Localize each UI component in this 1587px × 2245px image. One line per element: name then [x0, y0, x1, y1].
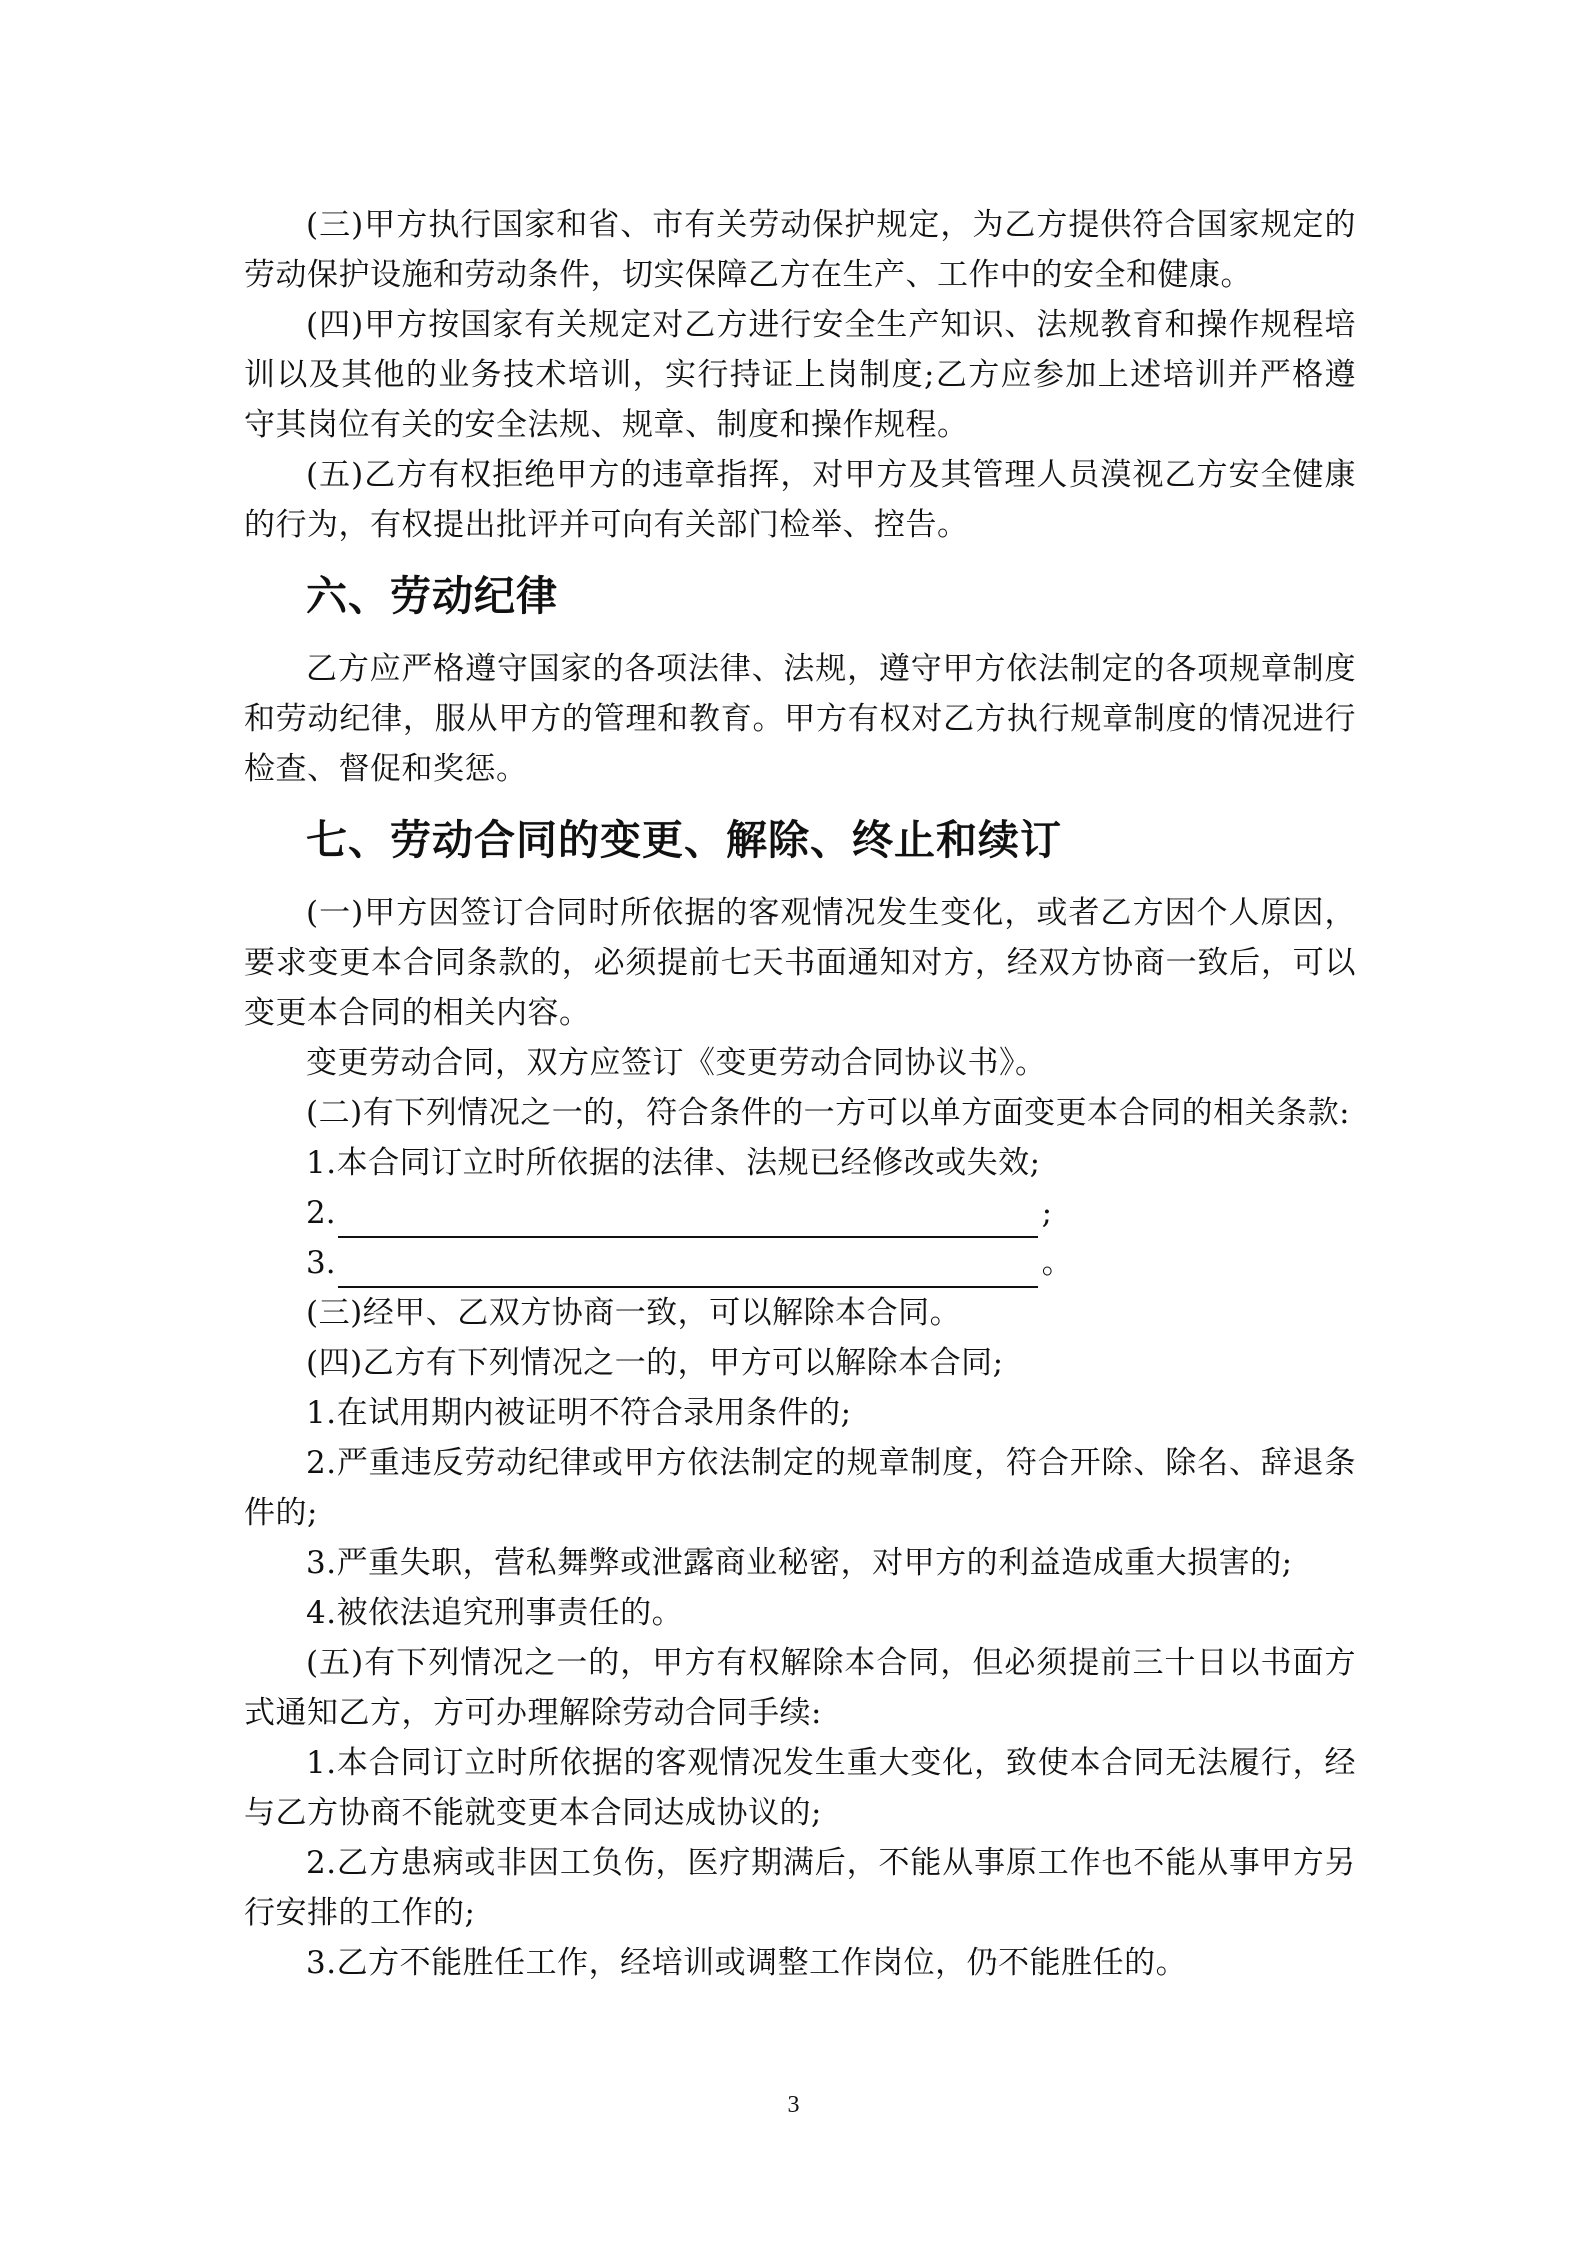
- page-number: 3: [787, 2092, 800, 2118]
- clause-7-2-item-1: 1.本合同订立时所依据的法律、法规已经修改或失效;: [306, 1145, 1041, 1181]
- clause-7-4: (四)乙方有下列情况之一的，甲方可以解除本合同;: [306, 1345, 1004, 1381]
- fill-in-blank: [338, 1252, 1038, 1288]
- clause-7-1-note: 变更劳动合同，双方应签订《变更劳动合同协议书》。: [306, 1045, 1047, 1081]
- clause-5-4: (四)甲方按国家有关规定对乙方进行安全生产知识、法规教育和操作规程培训以及其他的业务技术培训，实行持证上岗制度;乙方应参加上述培训并严格遵守其岗位有关的安全法规、规章、制度和操作规程。: [244, 307, 1356, 443]
- clause-7-4-item-3: 3.严重失职，营私舞弊或泄露商业秘密，对甲方的利益造成重大损害的;: [306, 1545, 1293, 1581]
- clause-7-2-item-2: [244, 1188, 1356, 1238]
- clause-5-5: (五)乙方有权拒绝甲方的违章指挥，对甲方及其管理人员漠视乙方安全健康的行为，有权提出批评并可向有关部门检举、控告。: [244, 457, 1356, 543]
- fill-in-blank: [338, 1202, 1038, 1238]
- clause-7-4-item-4: 4.被依法追究刑事责任的。: [306, 1595, 684, 1631]
- item-punctuation: ;: [1041, 1195, 1053, 1231]
- item-number: 2.: [306, 1195, 336, 1231]
- item-punctuation: 。: [1041, 1245, 1073, 1281]
- clause-7-5: (五)有下列情况之一的，甲方有权解除本合同，但必须提前三十日以书面方式通知乙方，方可办理解除劳动合同手续:: [244, 1645, 1356, 1731]
- clause-7-4-item-2: 2.严重违反劳动纪律或甲方依法制定的规章制度，符合开除、除名、辞退条件的;: [244, 1445, 1356, 1531]
- clause-7-5-item-3: 3.乙方不能胜任工作，经培训或调整工作岗位，仍不能胜任的。: [306, 1945, 1188, 1981]
- item-number: 3.: [306, 1245, 336, 1281]
- section-heading-6: 六、劳动纪律: [306, 572, 558, 620]
- clause-7-5-item-2: 2.乙方患病或非因工负伤，医疗期满后，不能从事原工作也不能从事甲方另行安排的工作的;: [244, 1845, 1356, 1931]
- document-page: [244, 200, 1356, 1988]
- clause-7-3: (三)经甲、乙双方协商一致，可以解除本合同。: [306, 1295, 962, 1331]
- clause-7-1: (一)甲方因签订合同时所依据的客观情况发生变化，或者乙方因个人原因，要求变更本合同条款的，必须提前七天书面通知对方，经双方协商一致后，可以变更本合同的相关内容。: [244, 895, 1356, 1031]
- clause-7-4-item-1: 1.在试用期内被证明不符合录用条件的;: [306, 1395, 852, 1431]
- clause-7-2: (二)有下列情况之一的，符合条件的一方可以单方面变更本合同的相关条款:: [306, 1095, 1351, 1131]
- clause-7-5-item-1: 1.本合同订立时所依据的客观情况发生重大变化，致使本合同无法履行，经与乙方协商不能就变更本合同达成协议的;: [244, 1745, 1356, 1831]
- clause-6-1: 乙方应严格遵守国家的各项法律、法规，遵守甲方依法制定的各项规章制度和劳动纪律，服从甲方的管理和教育。甲方有权对乙方执行规章制度的情况进行检查、督促和奖惩。: [244, 651, 1356, 787]
- clause-7-2-item-3: [244, 1238, 1356, 1288]
- clause-5-3: (三)甲方执行国家和省、市有关劳动保护规定，为乙方提供符合国家规定的劳动保护设施和劳动条件，切实保障乙方在生产、工作中的安全和健康。: [244, 207, 1356, 293]
- section-heading-7: 七、劳动合同的变更、解除、终止和续订: [306, 816, 1062, 864]
